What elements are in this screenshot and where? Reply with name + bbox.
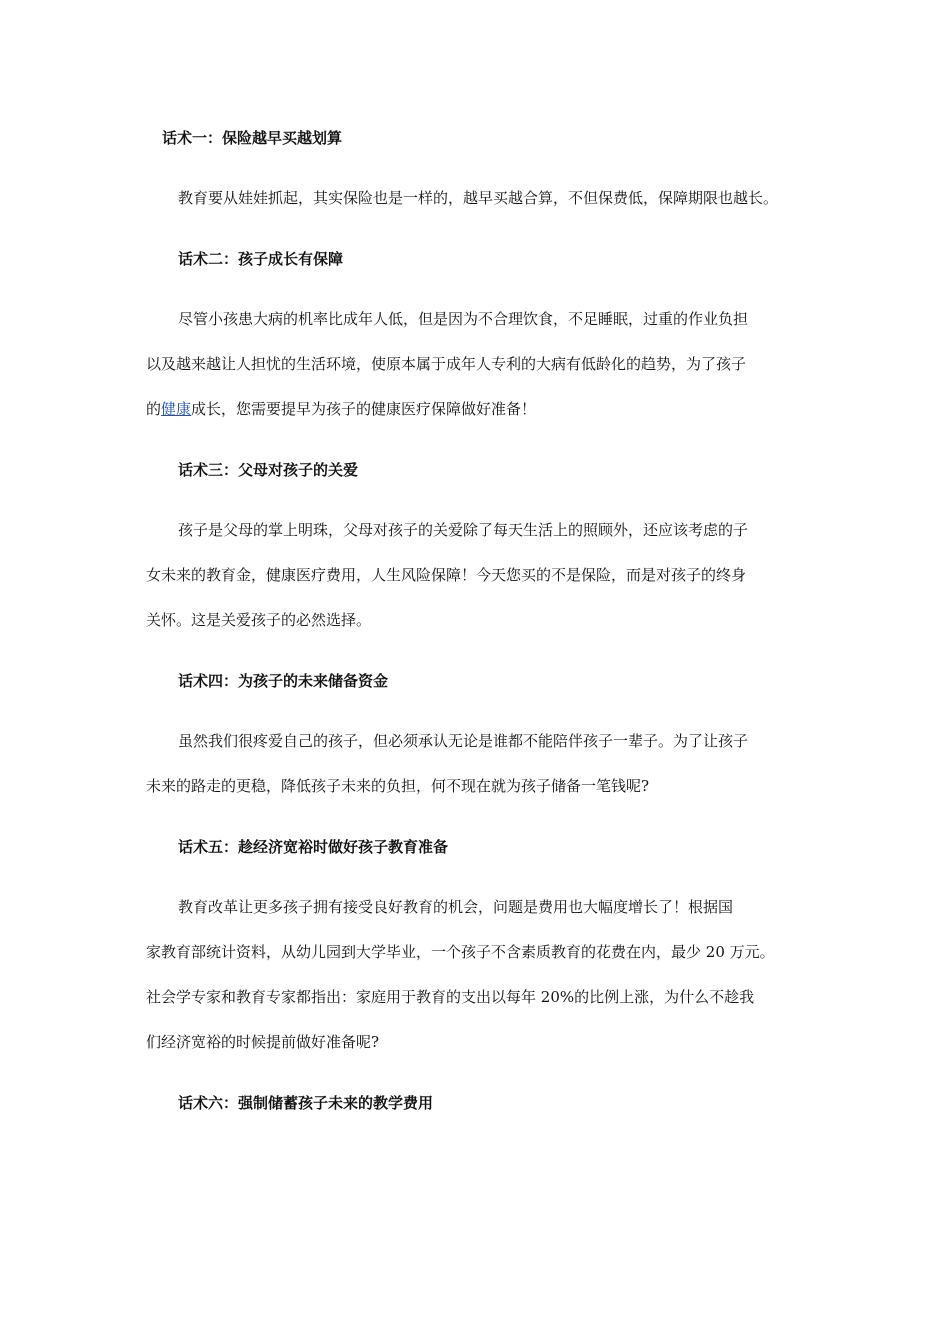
paragraph-line [146,399,536,419]
section-heading-5: 话术五：趁经济宽裕时做好孩子教育准备 [178,838,449,856]
paragraph-line: 尽管小孩患大病的机率比成年人低，但是因为不合理饮食，不足睡眠，过重的作业负担 [178,310,749,328]
paragraph-line: 教育改革让更多孩子拥有接受良好教育的机会，问题是费用也大幅度增长了！根据国 [178,898,734,916]
health-link[interactable]: 健康 [161,400,192,418]
text-before-link: 的 [146,400,162,418]
paragraph-line: 教育要从娃娃抓起，其实保险也是一样的，越早买越合算，不但保费低，保障期限也越长。 [178,189,779,207]
section-heading-2: 话术二：孩子成长有保障 [178,250,344,268]
paragraph-line: 家教育部统计资料，从幼儿园到大学毕业，一个孩子不含素质教育的花费在内，最少 20 万元。 [146,943,775,961]
paragraph-line: 未来的路走的更稳，降低孩子未来的负担，何不现在就为孩子储备一笔钱呢? [146,777,650,795]
section-heading-4: 话术四：为孩子的未来储备资金 [178,672,389,690]
paragraph-line: 们经济宽裕的时候提前做好准备呢? [146,1033,380,1051]
section-heading-3: 话术三：父母对孩子的关爱 [178,461,359,479]
section-heading-6: 话术六：强制储蓄孩子未来的教学费用 [178,1094,434,1112]
paragraph-line: 孩子是父母的掌上明珠，父母对孩子的关爱除了每天生活上的照顾外，还应该考虑的子 [178,521,749,539]
section-heading-1: 话术一：保险越早买越划算 [162,129,343,147]
paragraph-line: 以及越来越让人担忧的生活环境，使原本属于成年人专利的大病有低龄化的趋势，为了孩子 [146,355,747,373]
paragraph-line: 女未来的教育金，健康医疗费用，人生风险保障！今天您买的不是保险，而是对孩子的终身 [146,566,747,584]
text-after-link: 成长，您需要提早为孩子的健康医疗保障做好准备！ [191,400,537,418]
paragraph-line: 社会学专家和教育专家都指出：家庭用于教育的支出以每年 20%的比例上涨，为什么不趁我 [146,988,755,1006]
paragraph-line: 关怀。这是关爱孩子的必然选择。 [146,611,372,629]
paragraph-line: 虽然我们很疼爱自己的孩子，但必须承认无论是谁都不能陪伴孩子一辈子。为了让孩子 [178,732,749,750]
